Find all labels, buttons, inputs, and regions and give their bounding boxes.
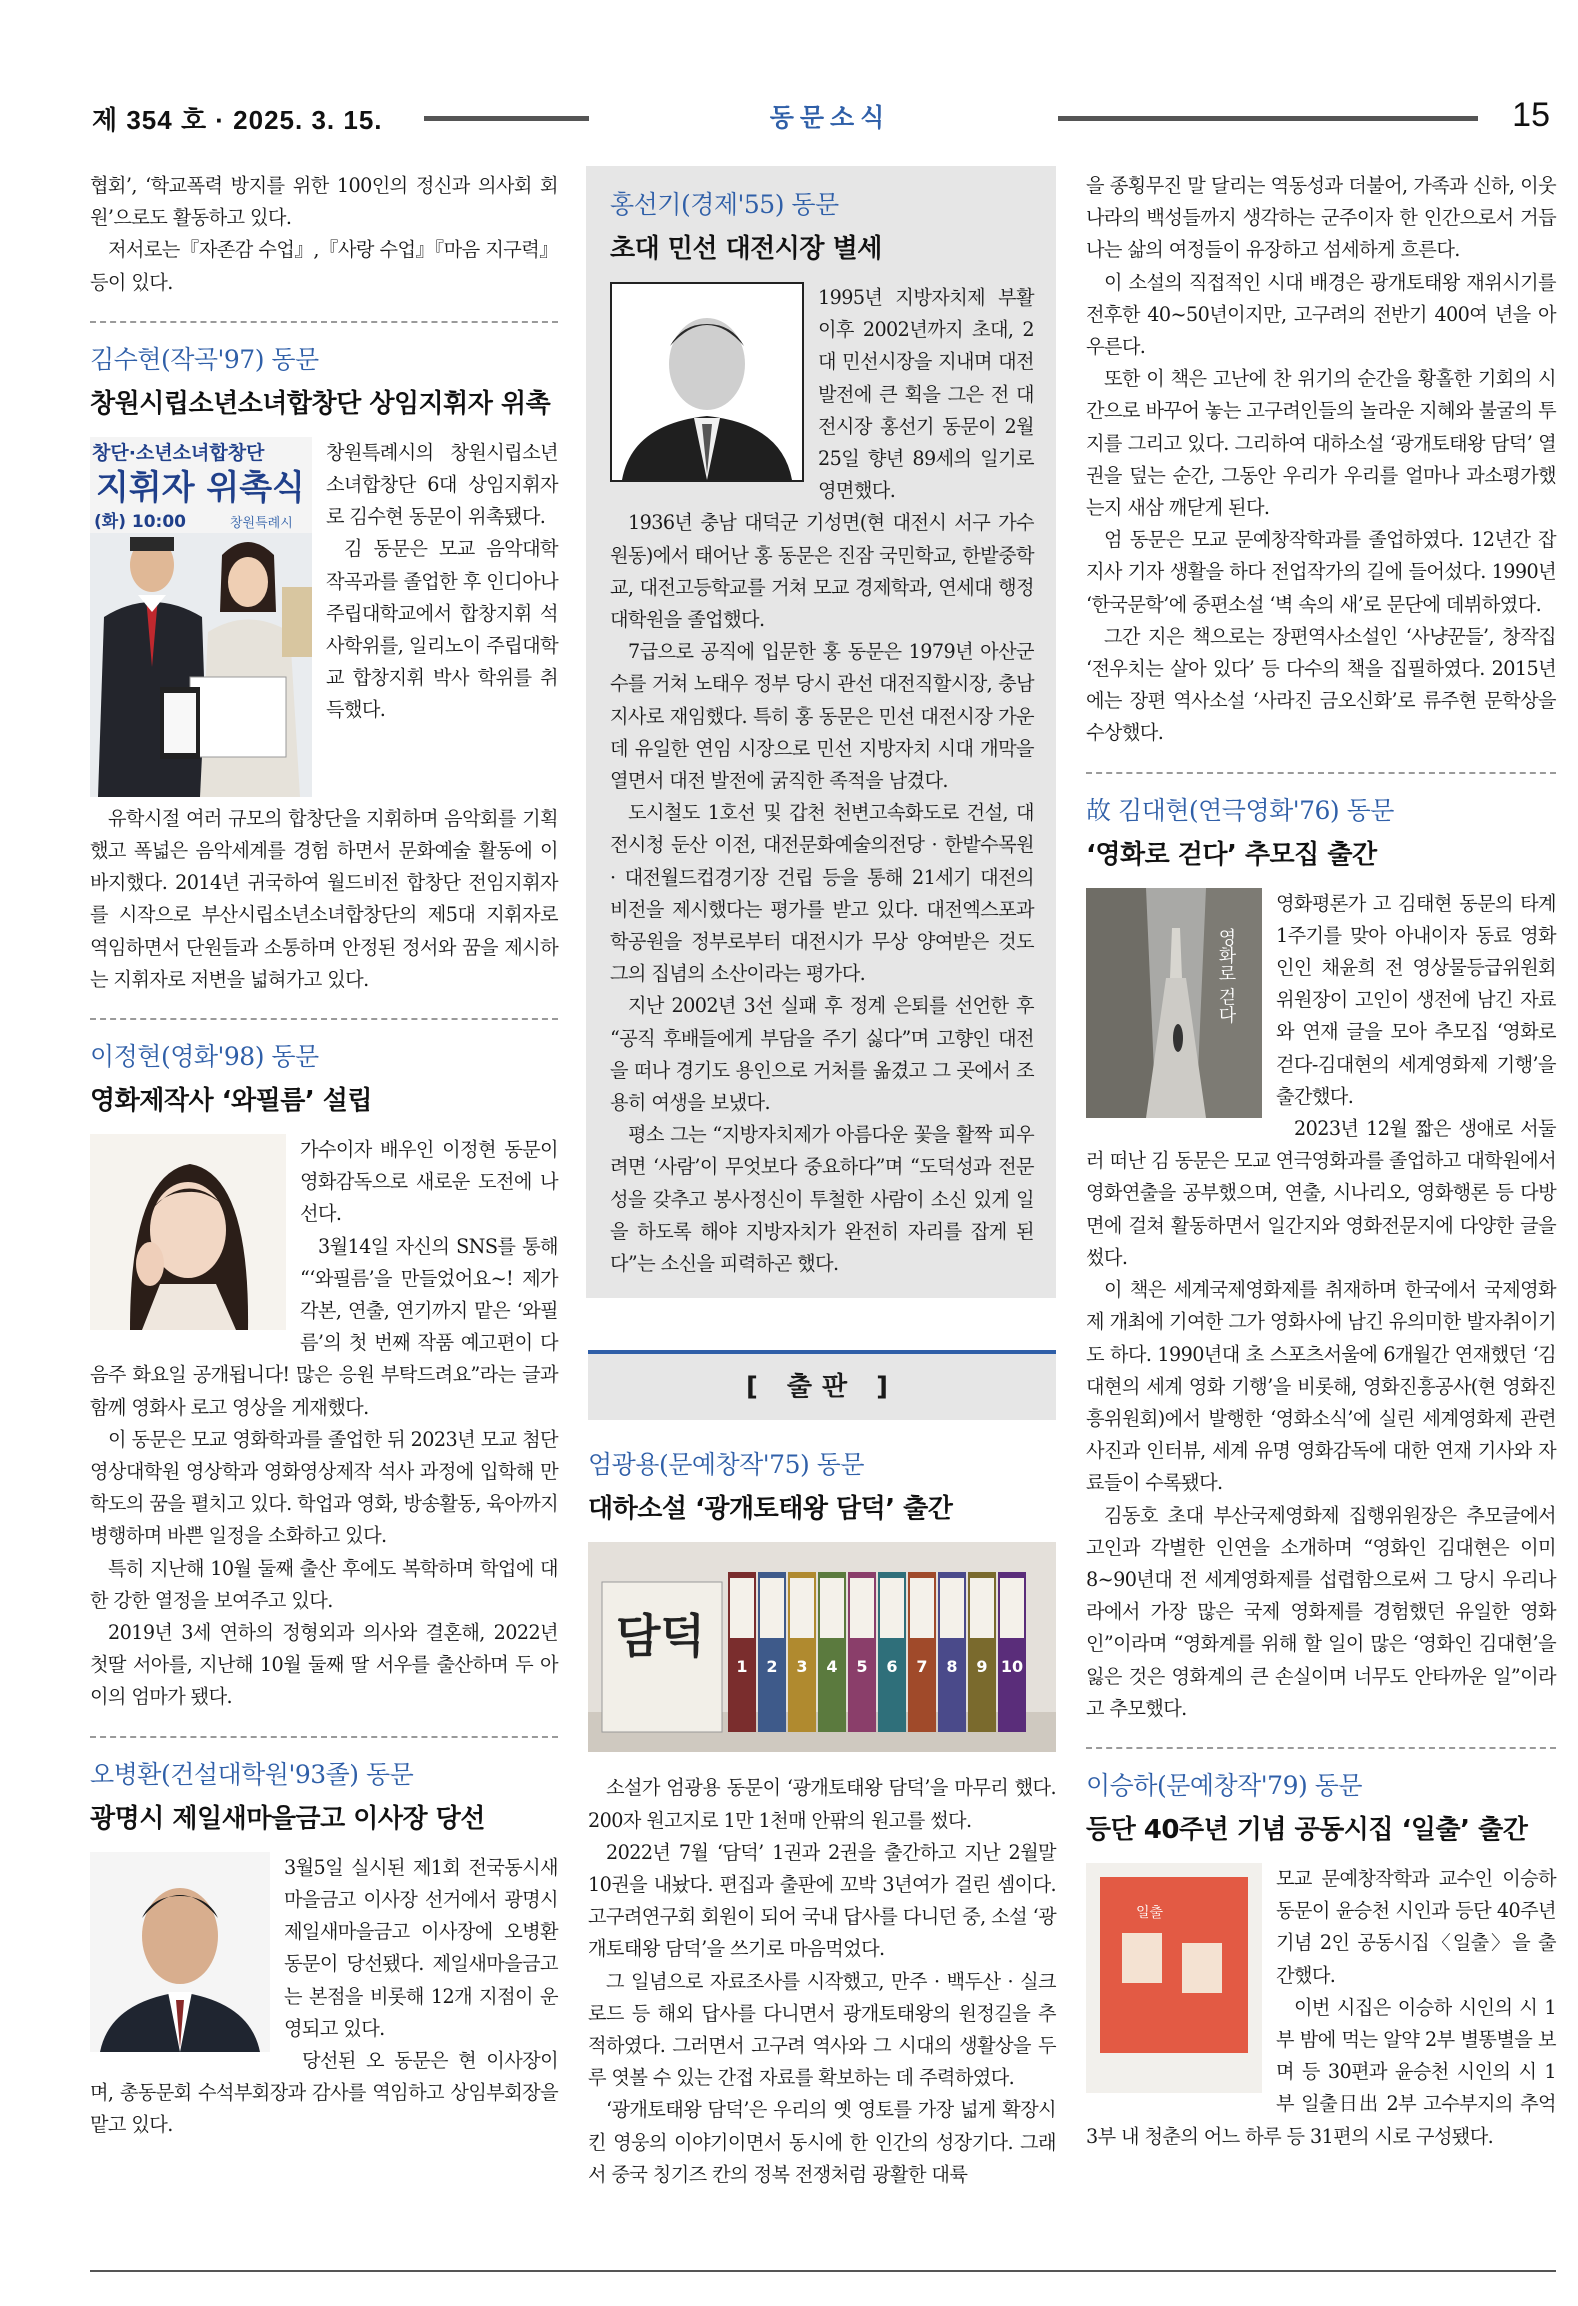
article-text: 이 동문은 모교 영화학과를 졸업한 뒤 2023년 모교 첨단영상대학원 영상학과 영화영상제작 석사 과정에 입학해 만학도의 꿈을 펼치고 있다. 학업과 영화, 방송활동, 육아까지 병행하며 바쁜 일정을 소화하고 있다.	[90, 1427, 558, 1548]
article-text: 당선된 오 동문은 현 이사장이며, 총동문회 수석부회장과 감사를 역임하고 상임부회장을 맡고 있다.	[90, 2048, 558, 2137]
article-text: 2022년 7월 ‘담덕’ 1권과 2권을 출간하고 지난 2월말 10권을 내놨다. 편집과 출판에 꼬박 3년여가 걸린 셈이다. 고구려연구회 회원이 되어 국내 답사를 다니던 중, 소설 ‘광개토태왕 담덕’을 쓰기로 마음먹었다.	[588, 1840, 1056, 1961]
article-text: 1936년 충남 대덕군 기성면(현 대전시 서구 가수원동)에서 태어난 홍 동문은 진잠 국민학교, 한밭중학교, 대전고등학교를 거쳐 모교 경제학과, 연세대 행정대학원을 졸업했다.	[610, 511, 1034, 632]
book-spine-label	[970, 1578, 994, 1638]
book-number: 6	[886, 1657, 898, 1677]
alumni-name: 이승하(문예창작'79) 동문	[1086, 1770, 1362, 1800]
book-spine-label	[910, 1578, 934, 1638]
article-text: 가수이자 배우인 이정현 동문이 영화감독으로 새로운 도전에 나선다.	[300, 1138, 558, 1226]
book-number: 2	[766, 1657, 778, 1677]
book-number: 1	[736, 1657, 748, 1677]
photo-book-set	[588, 1542, 1056, 1752]
book-title-text: 영화로 걷다	[1215, 927, 1237, 1024]
photo-portrait	[90, 1134, 286, 1330]
obituary-box	[586, 166, 1056, 1298]
section-title: 동문소식	[769, 104, 891, 132]
book-spine-label	[760, 1578, 784, 1638]
article-headline: 광명시 제일새마을금고 이사장 당선	[90, 1803, 485, 1834]
article-headline: 창원시립소년소녀합창단 상임지휘자 위촉	[90, 388, 551, 419]
article-text: 창원특례시의 창원시립소년소녀합창단 6대 상임지휘자로 김수현 동문이 위촉됐다.	[326, 440, 558, 529]
article-text: 협회’, ‘학교폭력 방지를 위한 100인의 정신과 의사회 회원’으로도 활동하고 있다.	[90, 174, 558, 230]
article-text: 1995년 지방자치제 부활 이후 2002년까지 초대, 2대 민선시장을 지내며 대전 발전에 큰 획을 그은 전 대전시장 홍선기 동문이 2월25일 향년 89세의 일기로 영면했다.	[818, 286, 1034, 503]
photo-portrait	[610, 282, 804, 482]
article-text: 그 일념으로 자료조사를 시작했고, 만주 · 백두산 · 실크로드 등 해외 답사를 다니면서 광개토태왕의 원정길을 추적하였다. 그러면서 고구려 역사와 그 시대의 생활상을 두루 엿볼 수 있는 간접 자료를 확보하는 데 주력하였다.	[588, 1969, 1056, 2090]
book-spine-label	[850, 1578, 874, 1638]
article-text: 평소 그는 “지방자치제가 아름다운 꽃을 활짝 피우려면 ‘사람’이 무엇보다 중요하다”며 “도덕성과 전문성을 갖추고 봉사정신이 투철한 사람이 소신 있게 일을 하도록 해야 지방자치가 완전히 자리를 잡게 된다”는 소신을 피력하곤 했다.	[610, 1123, 1034, 1276]
book-spine-label	[940, 1578, 964, 1638]
book-spine-label	[790, 1578, 814, 1638]
article-text: 김 동문은 모교 음악대학 작곡과를 졸업한 후 인디아나 주립대학교에서 합창지휘 석사학위를, 일리노이 주립대학교 합창지휘 박사 학위를 취득했다.	[326, 537, 558, 722]
article-text: 2023년 12월 짧은 생애로 서둘러 떠난 김 동문은 모교 연극영화과를 졸업하고 대학원에서 영화연출을 공부했으며, 연출, 시나리오, 영화행론 등 다방면에 걸쳐 활동하면서 일간지와 영화전문지에 다양한 글을 썼다.	[1086, 1117, 1556, 1269]
book-title-text: 담덕	[616, 1609, 705, 1664]
article-text: 이 책은 세계국제영화제를 취재하며 한국에서 국제영화제 개최에 기여한 그가 영화사에 남긴 유의미한 발자취이기도 하다. 1990년대 초 스포츠서울에 6개월간 연재했던 ‘김대현의 세계 영화 기행’을 비롯해, 영화진흥공사(현 영화진흥위원회)에서 발행한 ‘영화소식’에 실린 세계영화제 관련 사진과 인터뷰, 세계 유명 영화감독에 대한 연재 기사와 자료들이 수록됐다.	[1086, 1278, 1556, 1495]
article-text: 영화평론가 고 김태현 동문의 타계 1주기를 맞아 아내이자 동료 영화인인 채윤희 전 영상물등급위원회 위원장이 고인이 생전에 남긴 자료와 연재 글을 모아 추모집 ‘영화로 걷다-김대현의 세계영화제 기행’을 출간했다.	[1276, 891, 1556, 1108]
divider	[90, 1018, 558, 1020]
book-number: 10	[1000, 1657, 1024, 1677]
header-rule	[1058, 116, 1478, 121]
article-text: 이 소설의 직접적인 시대 배경은 광개토태왕 재위시기를 전후한 40~50년이지만, 고구려의 전반기 400여 년을 아우른다.	[1086, 270, 1556, 359]
page-header	[0, 0, 1578, 150]
column-left	[90, 170, 558, 2142]
page-number: 15	[1512, 96, 1550, 134]
book-number: 7	[916, 1657, 928, 1677]
photo-portrait	[90, 1852, 270, 2052]
photo-book-cover	[1086, 1863, 1262, 2093]
book-number: 3	[796, 1657, 808, 1677]
article-headline: ‘영화로 걷다’ 추모집 출간	[1086, 839, 1377, 870]
alumni-name: 오병환(건설대학원'93졸) 동문	[90, 1759, 414, 1789]
article-text: 모교 문예창작학과 교수인 이승하 동문이 윤승천 시인과 등단 40주년 기념 2인 공동시집〈일출〉을 출간했다.	[1276, 1866, 1556, 1987]
article-text: ‘광개토태왕 담덕’은 우리의 옛 영토를 가장 넓게 확장시킨 영웅의 이야기이면서 동시에 한 인간의 성장기다. 그래서 중국 칭기즈 칸의 정복 전쟁처럼 광활한 대륙	[588, 2098, 1056, 2186]
banner-text: (화) 10:00	[94, 511, 186, 532]
article-text: 또한 이 책은 고난에 찬 위기의 순간을 황홀한 기회의 시간으로 바꾸어 놓는 고구려인들의 놀라운 지혜와 불굴의 투지를 그리고 있다. 그리하여 대하소설 ‘광개토태왕 담덕’ 열 권을 덮는 순간, 그동안 우리가 우리를 얼마나 과소평가했는지 새삼 깨닫게 된다.	[1086, 367, 1556, 520]
article-headline: 대하소설 ‘광개토태왕 담덕’ 출간	[588, 1494, 953, 1525]
alumni-name: 홍선기(경제'55) 동문	[610, 190, 839, 219]
alumni-name: 김수현(작곡'97) 동문	[90, 344, 319, 374]
header-rule	[424, 116, 589, 121]
column-right	[1086, 170, 1556, 2153]
book-number: 5	[856, 1657, 868, 1677]
article-text: 그간 지은 책으로는 장편역사소설인 ‘사냥꾼들’, 창작집 ‘전우치는 살아 있다’ 등 다수의 책을 집필하였다. 2015년에는 장편 역사소설 ‘사라진 금오신화’로 류주현 문학상을 수상했다.	[1086, 624, 1556, 745]
article-text: 유학시절 여러 규모의 합창단을 지휘하며 음악회를 기획했고 폭넓은 음악세계를 경험 하면서 문화예술 활동에 이바지했다. 2014년 귀국하여 월드비전 합창단 전임지휘자를 시작으로 부산시립소년소녀합창단의 제5대 지휘자로 역임하면서 단원들과 소통하며 안정된 정서와 꿈을 제시하는 지휘자로 저변을 넓혀가고 있다.	[90, 806, 558, 991]
book-spine-label	[730, 1578, 754, 1638]
article-text: 지난 2002년 3선 실패 후 정계 은퇴를 선언한 후 “공직 후배들에게 부담을 주기 싫다”며 고향인 대전을 떠나 경기도 용인으로 거처를 옮겼고 그 곳에서 조용히 여생을 보냈다.	[610, 994, 1034, 1115]
article-text: 저서로는『자존감 수업』,『사랑 수업』『마음 지구력』 등이 있다.	[90, 238, 558, 294]
alumni-name: 엄광용(문예창작'75) 동문	[588, 1450, 864, 1480]
book-spine-label	[1000, 1578, 1024, 1638]
article-text: 3월14일 자신의 SNS를 통해 “‘와필름’을 만들었어요~! 제가 각본, 연출, 연기까지 맡은 ‘와필름’의 첫 번째 작품 예고편이 다음주 화요일 공개됩니다! 많은 응원 부탁드려요”라는 글과 함께 영화사 로고 영상을 게재했다.	[90, 1234, 558, 1419]
article-text: 김동호 초대 부산국제영화제 집행위원장은 추모글에서 고인과 각별한 인연을 소개하며 “영화인 김대현은 이미 8~90년대 전 세계영화제를 섭렵함으로써 그 당시 우리나라에서 가장 많은 국제 영화제를 경험했던 유일한 영화인”이라며 “영화계를 위해 할 일이 많은 ‘영화인 김대현’을 잃은 것은 영화계의 큰 손실이며 너무도 안타까운 일”이라고 추모했다.	[1086, 1503, 1556, 1720]
article-headline: 등단 40주년 기념 공동시집 ‘일출’ 출간	[1086, 1814, 1528, 1845]
issue-date: 제 354 호 · 2025. 3. 15.	[92, 105, 383, 135]
column-middle	[588, 170, 1056, 2191]
photo-appointment	[90, 437, 312, 797]
article-text: 도시철도 1호선 및 갑천 천변고속화도로 건설, 대전시청 둔산 이전, 대전문화예술의전당 · 한밭수목원 · 대전월드컵경기장 건립 등을 통해 21세기 대전의 비전을 제시했다는 평가를 받고 있다. 대전엑스포과학공원을 정부로부터 대전시가 무상 양여받은 것도 그의 집념의 소산이라는 평가다.	[610, 801, 1034, 986]
article-headline: 초대 민선 대전시장 별세	[610, 234, 882, 264]
book-spine-label	[820, 1578, 844, 1638]
article-text: 이번 시집은 이승하 시인의 시 1부 밤에 먹는 알약 2부 별똥별을 보며 등 30편과 윤승천 시인의 시 1부 일출日出 2부 고수부지의 추억 3부 내 청춘의 어느 하루 등 31편의 시로 구성됐다.	[1086, 1995, 1556, 2148]
article-text: 특히 지난해 10월 둘째 출산 후에도 복학하며 학업에 대한 강한 열정을 보여주고 있다.	[90, 1556, 558, 1612]
alumni-name: 이정현(영화'98) 동문	[90, 1042, 319, 1072]
book-spine-label	[880, 1578, 904, 1638]
article-text: 2019년 3세 연하의 정형외과 의사와 결혼해, 2022년 첫딸 서아를, 지난해 10월 둘째 딸 서우를 출산하며 두 아이의 엄마가 됐다.	[90, 1621, 558, 1709]
book-title-text: 일출	[1136, 1904, 1164, 1921]
book-number: 4	[826, 1657, 838, 1677]
article-text: 3월5일 실시된 제1회 전국동시새마을금고 이사장 선거에서 광명시 제일새마을금고 이사장에 오병환 동문이 당선됐다. 제일새마을금고는 본점을 비롯해 12개 지점이 운영되고 있다.	[284, 1855, 558, 2040]
article-text: 엄 동문은 모교 문예창작학과를 졸업하였다. 12년간 잡지사 기자 생활을 하다 전업작가의 길에 들어섰다. 1990년 ‘한국문학’에 중편소설 ‘벽 속의 새’로 문단에 데뷔하였다.	[1086, 528, 1556, 616]
article-text: 소설가 엄광용 동문이 ‘광개토태왕 담덕’을 마무리 했다. 200자 원고지로 1만 1천매 안팎의 원고를 썼다.	[588, 1776, 1056, 1832]
article-text: 을 종횡무진 말 달리는 역동성과 더불어, 가족과 신하, 이웃나라의 백성들까지 생각하는 군주이자 한 인간으로서 거듭나는 삶의 여정들이 유장하고 섬세하게 흐른다.	[1086, 174, 1556, 262]
book-number: 8	[946, 1657, 958, 1677]
divider	[90, 1736, 558, 1738]
divider	[90, 321, 558, 323]
section-header-publication: [ 출판 ]	[588, 1350, 1056, 1420]
banner-text: 지휘자 위촉식	[96, 467, 305, 508]
divider	[1086, 772, 1556, 774]
alumni-name: 故 김대현(연극영화'76) 동문	[1086, 795, 1394, 825]
divider	[1086, 1747, 1556, 1749]
banner-text: 창단·소년소녀합창단	[92, 441, 265, 464]
article-headline: 영화제작사 ‘와필름’ 설립	[90, 1086, 373, 1117]
article-text: 7급으로 공직에 입문한 홍 동문은 1979년 아산군수를 거쳐 노태우 정부 당시 관선 대전직할시장, 충남 지사로 재임했다. 특히 홍 동문은 민선 대전시장 가운데 유일한 연임 시장으로 민선 지방자치 시대 개막을 열면서 대전 발전에 굵직한 족적을 남겼다.	[610, 640, 1034, 793]
footer-rule	[90, 2270, 1556, 2272]
banner-text: 창원특례시	[230, 515, 293, 531]
photo-book-cover	[1086, 888, 1262, 1118]
book-number: 9	[976, 1657, 988, 1677]
